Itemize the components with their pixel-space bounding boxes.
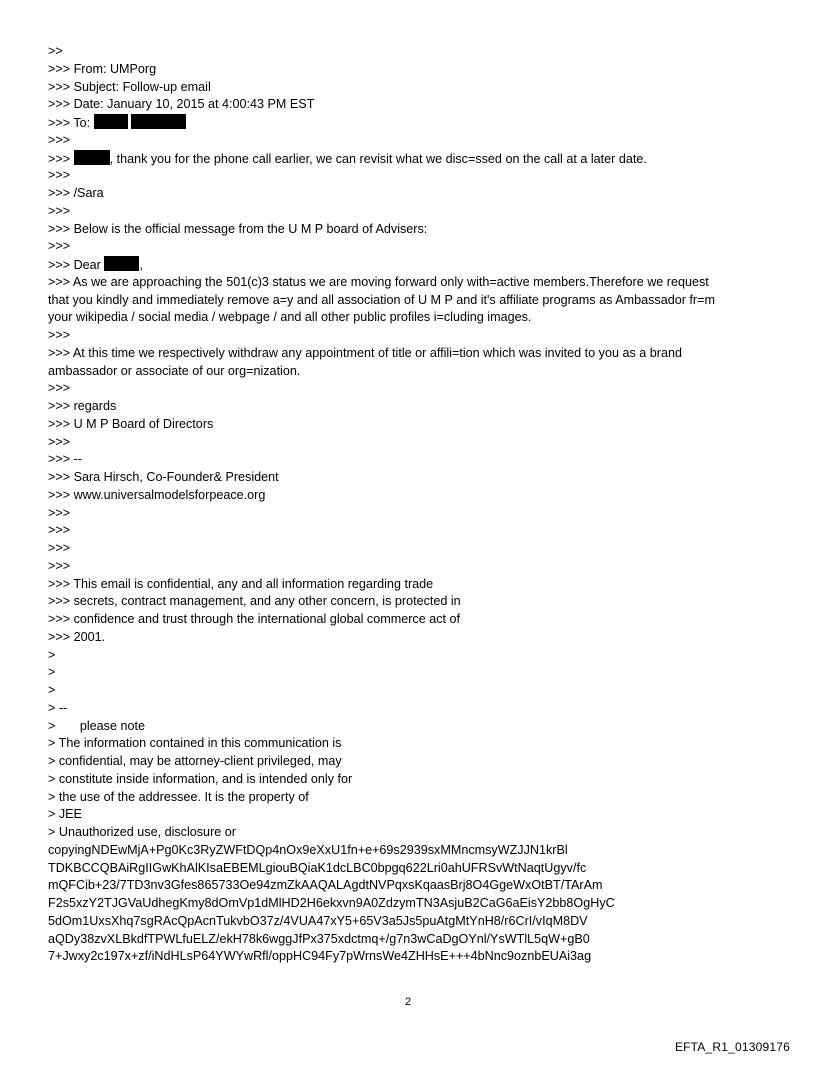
text-line: >>> This email is confidential, any and all information regarding trade xyxy=(48,576,434,591)
text-line: > confidential, may be attorney-client privileged, may xyxy=(48,754,342,768)
text-line: > Unauthorized use, disclosure or xyxy=(48,825,236,839)
redaction-box xyxy=(74,150,110,165)
text-line: >>> confidence and trust through the international global commerce act of xyxy=(48,612,461,626)
text-line: ambassador or associate of our org=nization. xyxy=(48,363,301,378)
header-to xyxy=(48,114,778,132)
text-line: > xyxy=(48,683,56,697)
signature-sara: >>> /Sara xyxy=(48,186,104,200)
encoded-line: TDKBCCQBAiRgIIGwKhAlKIsaEBEMLgiouBQiaK1dcLBC0bpgq622Lri0ahUFRSvWtNaqtUgyv/fc xyxy=(48,860,587,875)
text-line: > the use of the addressee. It is the property of xyxy=(48,789,309,804)
encoded-line: copyingNDEwMjA+Pg0Kc3RyZWFtDQp4nOx9eXxU1fn+e+69s2939sxMMncmsyWZJJN1krBl xyxy=(48,842,568,857)
encoded-line: 5dOm1UxsXhq7sgRAcQpAcnTukvbO37z/4VUA47xY5+65V3a5Js5puAtgMtYnH8/r6CrI/vIqM8DV xyxy=(48,913,588,928)
text-line: > The information contained in this communication is xyxy=(48,736,342,751)
page-number: 2 xyxy=(404,996,412,1008)
text-line: > -- xyxy=(48,700,68,715)
text-line: >>> xyxy=(48,328,71,342)
encoded-line: F2s5xzY2TJGVaUdhegKmy8dOmVp1dMlHD2H6ekxvn9A0ZdzymTN3AsjuB2CaG6aEisY2bb8OgHyC xyxy=(48,896,615,910)
text-line: >>> At this time we respectively withdraw any appointment of title or affili=tion which was invited to you as a brand xyxy=(48,345,682,360)
encoded-line: mQFCib+23/7TD3nv3Gfes865733Oe94zmZkAAQALAgdtNVPqxsKqaasBrj8O4GgeWxOtBT/TArAm xyxy=(48,878,603,893)
text-line: >>> xyxy=(48,203,71,218)
text-line: >>> regards xyxy=(48,399,117,413)
text-line: >>> -- xyxy=(48,452,82,467)
email-body xyxy=(48,43,778,966)
text-line: > constitute inside information, and is intended only for xyxy=(48,771,353,786)
text-line: > xyxy=(48,647,56,662)
text-line: >>> xyxy=(48,541,71,555)
document-id: EFTA_R1_01309176 xyxy=(674,1040,790,1054)
text-line: > xyxy=(48,665,56,680)
text-line: that you kindly and immediately remove a=y and all association of U M P and it's affiliate programs as Ambassador fr=m xyxy=(48,292,715,307)
redaction-box xyxy=(131,114,186,129)
text-line: >> xyxy=(48,44,63,58)
greeting-line xyxy=(48,150,778,168)
greeting-text: , thank you for the phone call earlier, we can revisit what we disc=ssed on the call at a later date. xyxy=(109,151,647,166)
quote-marker: >>> xyxy=(48,151,71,166)
text-line: >>> xyxy=(48,523,71,538)
text-line: >>> As we are approaching the 501(c)3 status we are moving forward only with=active members.Therefore we request xyxy=(48,274,709,289)
salutation-line xyxy=(48,256,778,274)
redaction-box xyxy=(94,114,128,129)
text-line: >>> xyxy=(48,558,71,573)
header-from: >>> From: UMPorg xyxy=(48,61,157,76)
encoded-line: aQDy38zvXLBkdfTPWLfuELZ/ekH78k6wggJfPx375xdctmq+/g7n3wCaDgOYnl/YsWTlL5qW+gB0 xyxy=(48,931,590,946)
redaction-box xyxy=(104,256,139,271)
text-line: >>> xyxy=(48,132,71,147)
encoded-line: 7+Jwxy2c197x+zf/iNdHLsP64YWYwRfl/oppHC94Fy7pWrnsWe4ZHHsE+++4bNnc9oznbEUAi3ag xyxy=(48,949,592,964)
text-line: >>> xyxy=(48,239,71,254)
text-line: >>> Below is the official message from the U M P board of Advisers: xyxy=(48,221,428,236)
text-line: your wikipedia / social media / webpage / and all other public profiles i=cluding images. xyxy=(48,310,532,325)
header-date: >>> Date: January 10, 2015 at 4:00:43 PM EST xyxy=(48,97,315,112)
text-line: >>> secrets, contract management, and any other concern, is protected in xyxy=(48,594,461,609)
text-line: > JEE xyxy=(48,807,82,822)
header-subject: >>> Subject: Follow-up email xyxy=(48,79,211,94)
text-line: >>> Sara Hirsch, Co-Founder& President xyxy=(48,470,279,484)
header-to-label: >>> To: xyxy=(48,116,91,130)
text-line: >>> xyxy=(48,434,71,449)
text-line: >>> xyxy=(48,381,71,396)
website-link[interactable]: >>> www.universalmodelsforpeace.org xyxy=(48,487,266,502)
text-line: > please note xyxy=(48,718,145,733)
salutation-text: >>> Dear xyxy=(48,258,101,272)
text-line: >>> 2001. xyxy=(48,629,106,644)
text-line: >>> xyxy=(48,505,71,520)
text-line: >>> xyxy=(48,168,71,183)
text-line: >>> U M P Board of Directors xyxy=(48,416,214,431)
salutation-comma: , xyxy=(139,258,143,272)
